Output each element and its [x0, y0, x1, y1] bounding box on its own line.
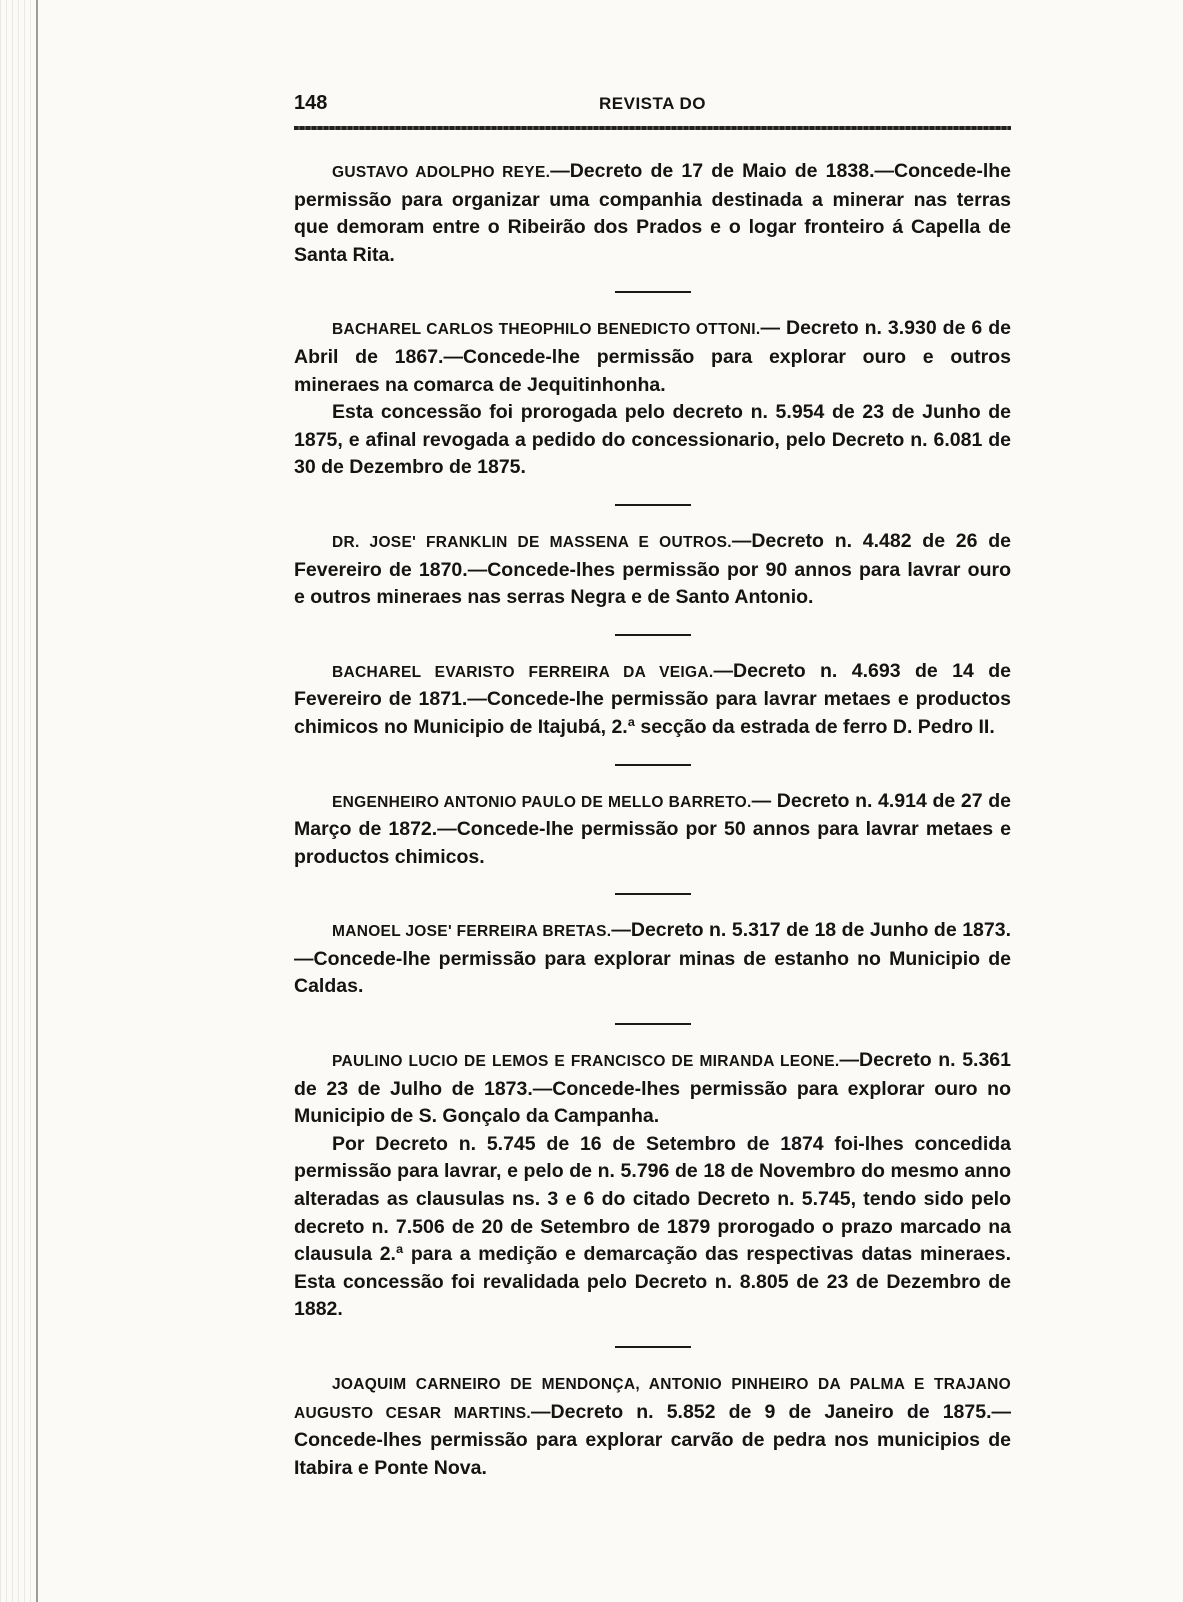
entry: [294, 1370, 1011, 1482]
entry-paragraph: [294, 528, 1011, 612]
grantee-name: ENGENHEIRO ANTONIO PAULO DE MELLO BARRETO.: [332, 793, 752, 811]
entry-text: —Decreto n. 4.693 de 14 de Fevereiro de 1871.—Concede-lhe permissão para lavrar metaes e productos chimicos no Municipio de Itajubá, 2.ª secção da estrada de ferro D. Pedro II.: [294, 659, 1011, 738]
entry-text: — Decreto n. 4.914 de 27 de Março de 1872.—Concede-lhe permissão por 50 annos para lavrar metaes e productos chimicos.: [294, 789, 1011, 868]
grantee-name: JOAQUIM CARNEIRO DE MENDONÇA, ANTONIO PINHEIRO DA PALMA E TRAJANO AUGUSTO CESAR MARTINS.: [294, 1376, 1011, 1422]
page-header: [294, 92, 1011, 122]
entry-paragraph: Por Decreto n. 5.745 de 16 de Setembro de 1874 foi-lhes concedida permissão para lavrar, e pelo de n. 5.796 de 18 de Novembro do mesmo anno alteradas as clausulas ns. 3 e 6 do citado Decreto n. 5.745, tendo sido pelo decreto n. 7.506 de 20 de Setembro de 1879 prorogado o prazo marcado na clausula 2.ª para a medição e demarcação das respectivas datas mineraes. Esta concessão foi revalidada pelo Decreto n. 8.805 de 23 de Dezembro de 1882.: [294, 1132, 1011, 1321]
grantee-name: PAULINO LUCIO DE LEMOS E FRANCISCO DE MIRANDA LEONE.: [332, 1053, 840, 1071]
separator-rule: [615, 764, 691, 766]
entry: [294, 658, 1011, 742]
entry: [294, 158, 1011, 269]
separator-rule: [615, 1023, 691, 1025]
grantee-name: BACHAREL EVARISTO FERREIRA DA VEIGA.: [332, 663, 714, 681]
grantee-name: GUSTAVO ADOLPHO REYE.: [332, 164, 551, 181]
entry-text: —Decreto de 17 de Maio de 1838.—Concede-lhe permissão para organizar uma companhia destinada a minerar nas terras que demoram entre o Ribeirão dos Prados e o logar fronteiro á Capella de Santa Rita.: [294, 160, 1012, 266]
entry-paragraph: [294, 1370, 1011, 1482]
separator-rule: [615, 634, 691, 636]
entry-paragraph: Esta concessão foi prorogada pelo decreto n. 5.954 de 23 de Junho de 1875, e afinal revogada a pedido do concessionario, pelo Decreto n. 6.081 de 30 de Dezembro de 1875.: [294, 401, 1011, 479]
entry-text: —Decreto n. 5.361 de 23 de Julho de 1873.—Concede-lhes permissão para explorar ouro no Municipio de S. Gonçalo da Campanha.: [294, 1049, 1011, 1128]
header-rule: [294, 126, 1011, 130]
entry-text: — Decreto n. 3.930 de 6 de Abril de 1867.—Concede-lhe permissão para explorar ouro e outros mineraes na comarca de Jequitinhonha.: [294, 317, 1011, 396]
entry-paragraph: [294, 788, 1011, 872]
entry: [294, 1047, 1011, 1324]
entry: [294, 917, 1011, 1001]
entry-text: —Decreto n. 5.852 de 9 de Janeiro de 1875.—Concede-lhes permissão para explorar carvão de pedra nos municipios de Itabira e Ponte Nova.: [294, 1400, 1011, 1479]
grantee-name: MANOEL JOSE' FERREIRA BRETAS.: [332, 923, 612, 941]
entry: [294, 528, 1011, 612]
separator-rule: [615, 291, 691, 293]
running-title: REVISTA DO: [598, 94, 706, 113]
entry-paragraph: [294, 1047, 1011, 1131]
entry: [294, 788, 1011, 872]
page-number: 148: [294, 92, 328, 114]
binding-edge: [0, 0, 38, 1602]
separator-rule: [615, 504, 691, 506]
entry-paragraph: [294, 315, 1011, 399]
entry-paragraph: [294, 658, 1011, 742]
separator-rule: [615, 893, 691, 895]
page-body: [294, 158, 1011, 1482]
entry-text: —Decreto n. 5.317 de 18 de Junho de 1873.—Concede-lhe permissão para explorar minas de estanho no Municipio de Caldas.: [294, 919, 1011, 998]
grantee-name: BACHAREL CARLOS THEOPHILO BENEDICTO OTTONI.: [332, 321, 761, 339]
entry: [294, 315, 1011, 482]
entry-text: —Decreto n. 4.482 de 26 de Fevereiro de 1870.—Concede-lhes permissão por 90 annos para lavrar ouro e outros mineraes nas serras Negra e de Santo Antonio.: [294, 529, 1011, 609]
entry-paragraph: [294, 917, 1011, 1001]
entry-paragraph: [294, 158, 1011, 269]
separator-rule: [615, 1346, 691, 1348]
grantee-name: DR. JOSE' FRANKLIN DE MASSENA E OUTROS.: [332, 533, 732, 551]
